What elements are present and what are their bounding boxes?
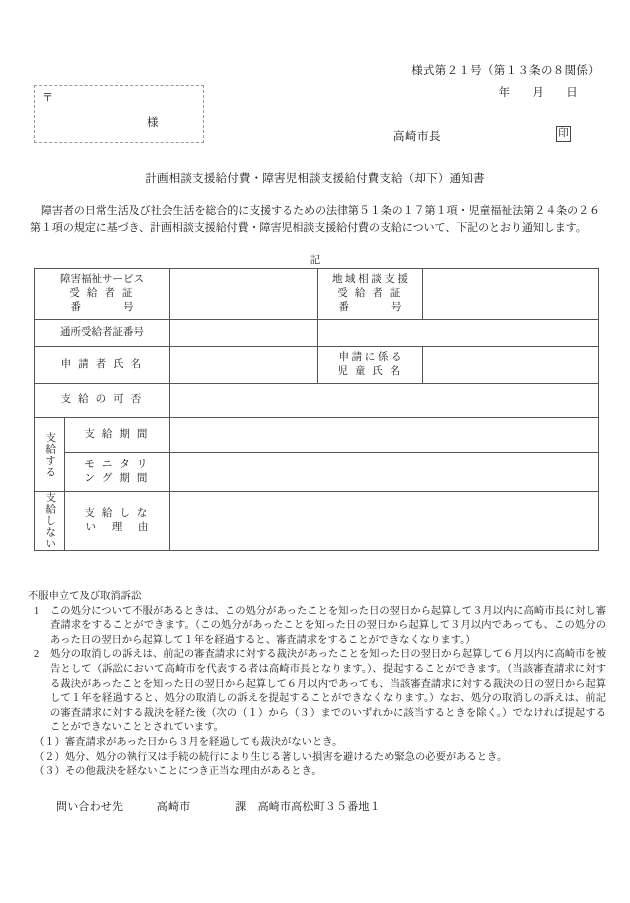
cell-label-applicant-name: 申 請 者 氏 名 <box>35 347 170 384</box>
table-row <box>35 384 599 418</box>
legal-item-number: 2 <box>34 649 40 661</box>
table-row <box>35 269 599 320</box>
regional-cert-line2: 受 給 者 証 <box>337 287 403 299</box>
table-row <box>35 347 599 384</box>
form-code: 様式第２１号（第１３条の８関係） <box>411 65 600 77</box>
child-name-line1: 申 請 に 係 る <box>338 351 402 363</box>
cell-label-child-name <box>318 347 423 384</box>
input-decision[interactable] <box>170 384 599 418</box>
intro-paragraph: 障害者の日常生活及び社会生活を総合的に支援するための法律第５１条の１７第１項・児童福祉法第２４条の２６第１項の規定に基づき、計画相談支援給付費・障害児相談支援給付費の支給について、下記のとおり通知します。 <box>30 205 600 234</box>
cell-label-deny-reason <box>65 492 170 551</box>
cell-label-decision: 支 給 の 可 否 <box>35 384 170 418</box>
legal-item-text: この処分について不服があるときは、この処分があったことを知った日の翌日から起算して３月以内に高崎市長に対し審査請求をすることができます。（この処分があったことを知った日の翌日から起算して３月以内であっても、この処分のあった日の翌日から起算して１年を経過すると、審査請求をすることができなくなります。） <box>50 605 606 646</box>
legal-item-text: 処分の取消しの訴えは、前記の審査請求に対する裁決があったことを知った日の翌日から起算して６月以内に高崎市を被告として（訴訟において高崎市を代表する者は高崎市長となります。）、提起することができます。（当該審査請求に対する裁決があったことを知った日の翌日から起算して６月以内であっても、当該審査請求に対する裁決の日の翌日から起算して１年を経過すると、処分の取消しの訴えを提起することができなくなります。）なお、処分の取消しの訴えは、前記の審査請求に対する裁決を経た後（次の（１）から（３）までのいずれかに該当するときを除く。）でなければ提起することができないこととされています。 <box>50 649 606 734</box>
regional-cert-line3: 番 号 <box>338 302 402 314</box>
deny-reason-line2: い 理 由 <box>85 521 149 533</box>
contact-line: 問い合わせ先 高崎市 課 高崎市高松町３５番地１ <box>56 801 381 813</box>
deny-reason-line1: 支 給 し な <box>84 507 150 519</box>
page-title: 計画相談支援給付費・障害児相談支援給付費支給（却下）通知書 <box>145 173 485 185</box>
legal-subitem: （３）その他裁決を経ないことにつき正当な理由があるとき。 <box>34 766 322 778</box>
cell-label-grant-period: 支 給 期 間 <box>65 418 170 453</box>
vertical-label-wrap <box>35 432 64 478</box>
ki-marker: 記 <box>309 255 321 266</box>
addressee-box[interactable] <box>34 85 204 143</box>
table-row <box>35 320 599 347</box>
cell-label-group-deny <box>35 492 65 551</box>
monitoring-line1: モ ニ タ リ <box>84 458 150 470</box>
vertical-label-wrap <box>35 492 64 550</box>
legal-section <box>28 590 606 780</box>
legal-subitem: （２）処分、処分の執行又は手続の続行により生じる著しい損害を避けるため緊急の必要があるとき。 <box>34 751 508 763</box>
input-applicant-name[interactable] <box>170 347 318 384</box>
welfare-cert-line1: 障害福祉サービス <box>60 273 144 285</box>
table-row <box>35 453 599 492</box>
legal-item-number: 1 <box>34 605 40 617</box>
legal-item <box>28 648 606 736</box>
input-child-name[interactable] <box>423 347 599 384</box>
input-regional-cert-no[interactable] <box>423 269 599 320</box>
cell-label-monitoring-period <box>65 453 170 492</box>
input-tsusho-cert-no[interactable] <box>170 320 318 347</box>
welfare-cert-line3: 番 号 <box>70 302 134 314</box>
legal-subitem: （１）審査請求があった日から３月を経過しても裁決がないとき。 <box>34 737 343 749</box>
addressee-honorific: 様 <box>147 117 159 129</box>
date-day-label: 日 <box>566 87 578 99</box>
seal-icon: 印 <box>556 126 571 142</box>
cell-label-tsusho-cert-no: 通所受給者証番号 <box>35 320 170 347</box>
input-grant-period[interactable] <box>170 418 599 453</box>
legal-heading: 不服申立て及び取消訴訟 <box>28 591 142 602</box>
cell-label-regional-cert-no <box>318 269 423 320</box>
legal-item <box>28 605 606 649</box>
welfare-cert-line2: 受 給 者 証 <box>69 287 135 299</box>
monitoring-line2: ン グ 期 間 <box>84 473 150 484</box>
regional-cert-line1: 地 域 相 談 支 援 <box>331 273 409 285</box>
cell-label-group-grant <box>35 418 65 492</box>
input-deny-reason[interactable] <box>170 492 599 551</box>
input-monitoring-period[interactable] <box>170 453 599 492</box>
child-name-line2: 児 童 氏 名 <box>337 366 403 377</box>
table-row <box>35 492 599 551</box>
cell-label-welfare-cert-no <box>35 269 170 320</box>
group-deny-label: 支給しない <box>44 492 56 550</box>
main-form-table <box>34 268 599 551</box>
postal-mark-icon: 〒 <box>42 92 53 104</box>
group-grant-label: 支給する <box>44 431 56 478</box>
issuer-name: 高崎市長 <box>393 131 441 143</box>
date-month-label: 月 <box>532 87 545 99</box>
date-year-label: 年 <box>498 87 511 99</box>
input-welfare-cert-no[interactable] <box>170 269 318 320</box>
cell-empty <box>318 320 599 347</box>
table-row <box>35 418 599 453</box>
